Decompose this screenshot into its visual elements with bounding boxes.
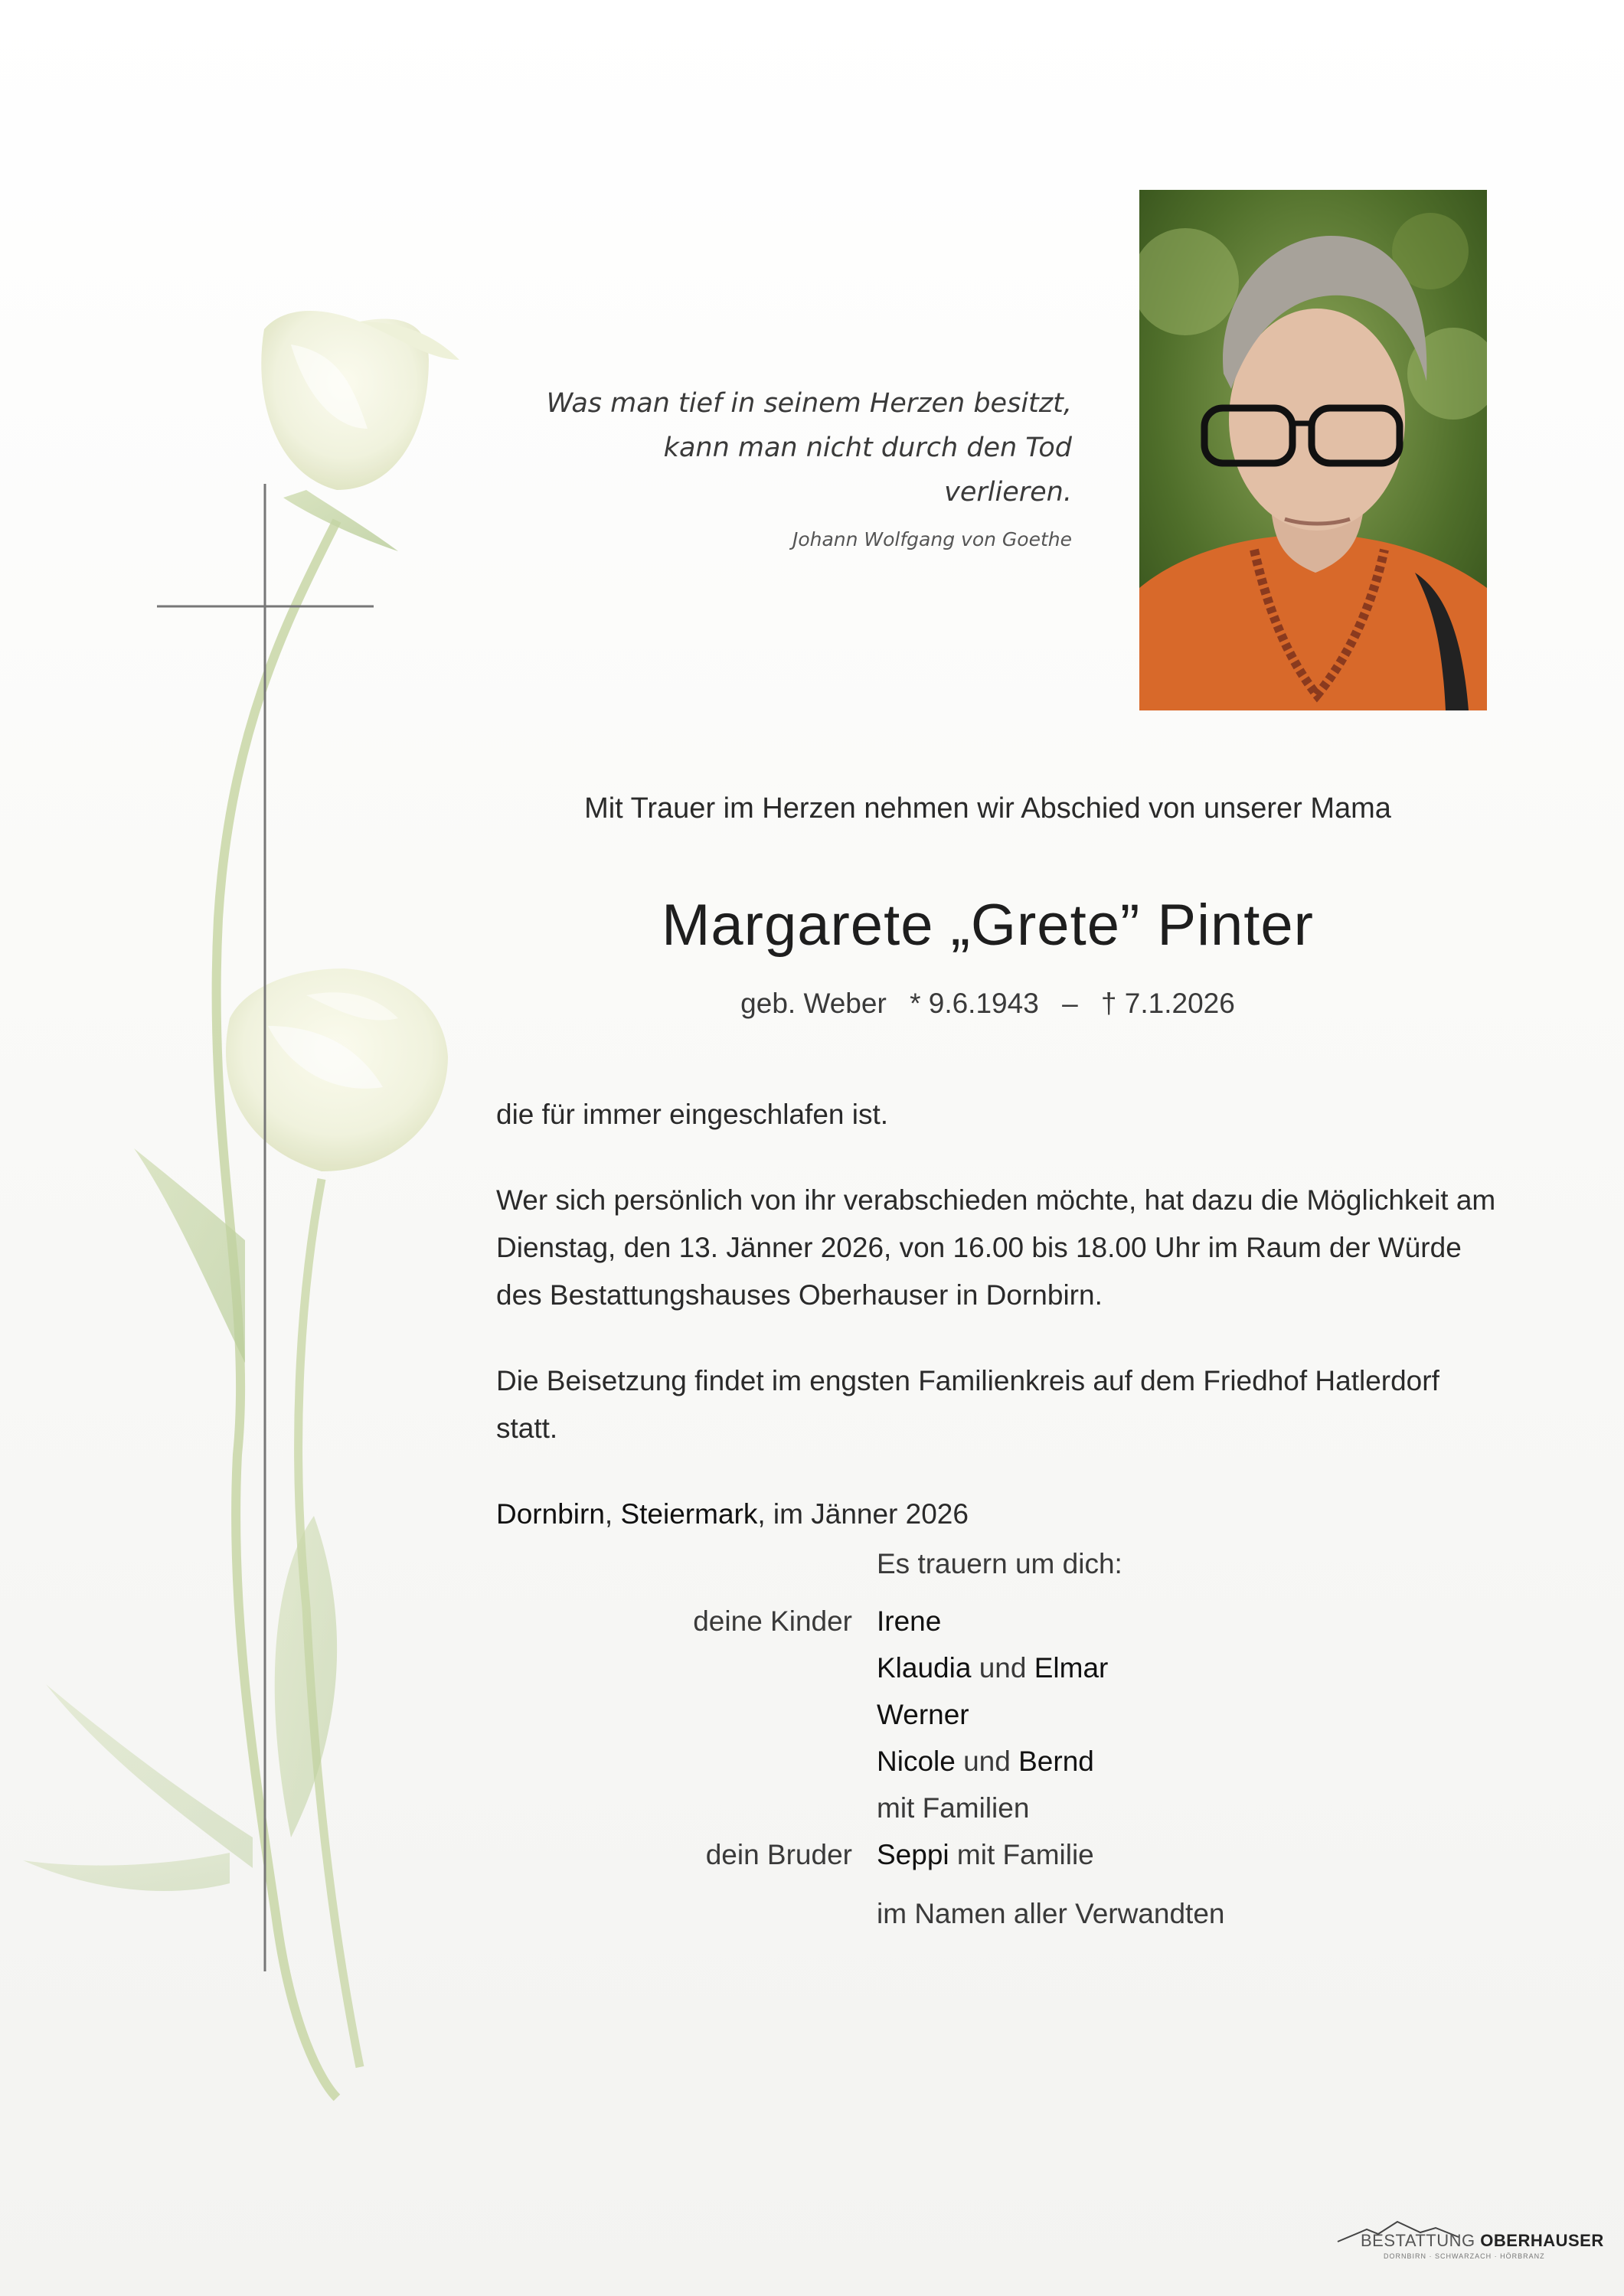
conjunction: und	[963, 1746, 1011, 1777]
place-2: Steiermark	[620, 1498, 758, 1530]
conjunction: und	[979, 1652, 1027, 1684]
funeral-home-logo	[1336, 2220, 1604, 2266]
birth-date: * 9.6.1943	[910, 988, 1039, 1019]
place-date-line	[496, 1491, 1507, 1538]
paragraph-2: Wer sich persönlich von ihr verabschieden möchte, hat dazu die Möglichkeit am Dienstag, den 13. Jänner 2026, von 16.00 bis 18.00 Uhr im Raum der Würde des Bestattungshauses Oberhauser in Dornbirn.	[496, 1184, 1496, 1311]
logo-wordmark	[1361, 2231, 1604, 2251]
mourners-heading-row	[496, 1540, 1492, 1587]
mourner-row	[496, 1598, 1492, 1644]
mourner-row	[496, 1644, 1492, 1691]
partner-name: Elmar	[1034, 1652, 1109, 1684]
death-date: † 7.1.2026	[1100, 988, 1235, 1019]
child-name: Klaudia	[877, 1652, 972, 1684]
partner-name: Bernd	[1018, 1746, 1094, 1777]
quote-author: Johann Wolfgang von Goethe	[792, 528, 1072, 550]
mourners-list	[496, 1540, 1492, 1937]
announcement-body	[496, 1091, 1507, 1576]
mourner-row	[496, 1890, 1492, 1937]
logo-word-1: BESTATTUNG	[1361, 2231, 1475, 2250]
children-label: deine Kinder	[693, 1605, 852, 1637]
life-dates	[490, 988, 1485, 1020]
brother-label: dein Bruder	[705, 1839, 852, 1870]
mourners-heading: Es trauern um dich:	[877, 1548, 1122, 1579]
child-name: Werner	[877, 1699, 969, 1730]
roses-cross-illustration	[0, 0, 536, 2296]
logo-subline: DORNBIRN · SCHWARZACH · HÖRBRANZ	[1384, 2252, 1545, 2260]
child-name: Irene	[877, 1605, 942, 1637]
quote	[536, 381, 1072, 550]
place-1: Dornbirn	[496, 1498, 605, 1530]
portrait-photo	[1139, 190, 1487, 710]
mourner-row	[496, 1738, 1492, 1785]
maiden-name: geb. Weber	[740, 988, 887, 1019]
brother-name: Seppi	[877, 1839, 949, 1870]
paragraph-1: die für immer eingeschlafen ist.	[496, 1099, 889, 1130]
brother-family: mit Familie	[956, 1839, 1094, 1870]
families-note: mit Familien	[877, 1792, 1030, 1824]
mourner-row	[496, 1831, 1492, 1878]
date-separator: –	[1062, 988, 1078, 1019]
quote-line-2: kann man nicht durch den Tod verlieren.	[663, 433, 1072, 508]
place-separator: ,	[604, 1498, 621, 1530]
child-name: Nicole	[877, 1746, 956, 1777]
place-date: , im Jänner 2026	[757, 1498, 969, 1530]
mourner-row	[496, 1785, 1492, 1831]
intro-text: Mit Trauer im Herzen nehmen wir Abschied von unserer Mama	[584, 792, 1391, 825]
paragraph-3: Die Beisetzung findet im engsten Familienkreis auf dem Friedhof Hatlerdorf statt.	[496, 1365, 1439, 1444]
logo-word-2: OBERHAUSER	[1480, 2231, 1604, 2250]
closing-note: im Namen aller Verwandten	[877, 1898, 1225, 1929]
quote-line-1: Was man tief in seinem Herzen besitzt,	[546, 388, 1072, 419]
mourner-row	[496, 1691, 1492, 1738]
deceased-name: Margarete „Grete” Pinter	[662, 893, 1314, 958]
